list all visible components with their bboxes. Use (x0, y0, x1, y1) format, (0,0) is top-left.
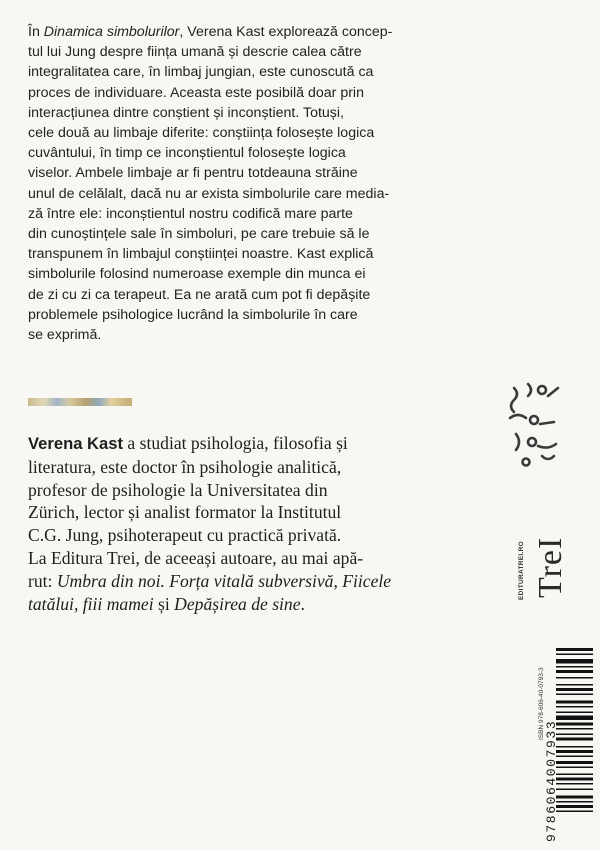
description-text: cele două au limbaje diferite: conștiința folosește logica (28, 125, 375, 142)
barcode-icon (556, 646, 593, 840)
description-text: transpunem în limbajul conștiinței noastre. Kast explică (28, 246, 374, 263)
bio-line-1: Verena Kast a studiat psihologia, filosofia și (28, 433, 348, 453)
description-line (28, 224, 458, 244)
book-title: Fiicele (342, 570, 392, 591)
description-text: , Verena Kast explorează concep- (179, 24, 393, 40)
publisher-url: EDITURATREI.RO (518, 541, 525, 600)
description-text: se exprimă. (28, 327, 102, 344)
book-title: Umbra din noi. Forța vitală subversivă (56, 570, 334, 591)
description-line (28, 184, 458, 204)
description-text: viselor. Ambele limbaje ar fi pentru totdeauna străine (28, 165, 358, 182)
author-name: Verena Kast (28, 434, 124, 453)
description-line (28, 244, 458, 264)
decorative-divider (28, 398, 132, 406)
bio-line-8: tatălui, fiii mamei și Depășirea de sine. (28, 593, 305, 614)
barcode-digits: 9786064007933 (544, 719, 559, 842)
description-text: din cunoștințele sale în simboluri, pe care trebuie să le (28, 226, 370, 243)
isbn-label: ISBN 978-606-40-0793-3 (538, 667, 545, 740)
description-text: unul de celălalt, dacă nu ar exista simbolurile care media- (28, 185, 390, 202)
description-line (28, 305, 458, 325)
description-line (28, 143, 458, 163)
author-bio (28, 432, 458, 615)
book-title: tatălui, fiii mamei (28, 593, 154, 614)
description-text: tul lui Jung despre ființa umană și descrie calea către (28, 44, 362, 61)
publisher-name: TreI (532, 536, 569, 598)
description-text: integralitatea care, în limbaj jungian, este cunoscută ca (28, 64, 374, 81)
description-line (28, 204, 458, 224)
description-text: cuvântului, în timp ce inconștientul folosește logica (28, 145, 346, 162)
description-line (28, 62, 458, 82)
description-text: În (28, 24, 44, 40)
bio-line-5: C.G. Jung, psihoterapeut cu practică privată. (28, 525, 342, 546)
publisher-logo-icon (504, 378, 566, 470)
book-title: Dinamica simbolurilor (43, 24, 180, 40)
description-text: problemele psihologice lucrând la simbolurile în care (28, 306, 358, 323)
description-line (28, 264, 458, 284)
description-text: interacțiunea dintre conștient și inconștient. Totuși, (28, 104, 344, 121)
bio-line-4: Zürich, lector și analist formator la Institutul (28, 502, 342, 523)
description-line (28, 123, 458, 143)
description-line (28, 42, 458, 62)
description-text: de zi cu zi ca terapeut. Ea ne arată cum pot fi depășite (28, 286, 371, 303)
bio-line-7: rut: Umbra din noi. Forța vitală subversivă, Fiicele (28, 570, 392, 591)
bio-line-6: La Editura Trei, de aceeași autoare, au mai apă- (28, 547, 364, 568)
description-text: proces de individuare. Aceasta este posibilă doar prin (28, 84, 364, 101)
book-title: Depășirea de sine (174, 593, 301, 614)
description-line (28, 83, 458, 103)
description-line (28, 103, 458, 123)
description-line (28, 285, 458, 305)
bio-line-3: profesor de psihologie la Universitatea din (28, 479, 328, 500)
description-line (28, 163, 458, 183)
description-text: simbolurile folosind numeroase exemple din munca ei (28, 266, 366, 283)
description-line (28, 325, 458, 345)
description-text: ză între ele: inconștientul nostru codifică mare parte (28, 205, 353, 222)
description-line (28, 22, 458, 42)
book-description (28, 22, 458, 345)
bio-line-2: literatura, este doctor în psihologie analitică, (28, 456, 342, 477)
